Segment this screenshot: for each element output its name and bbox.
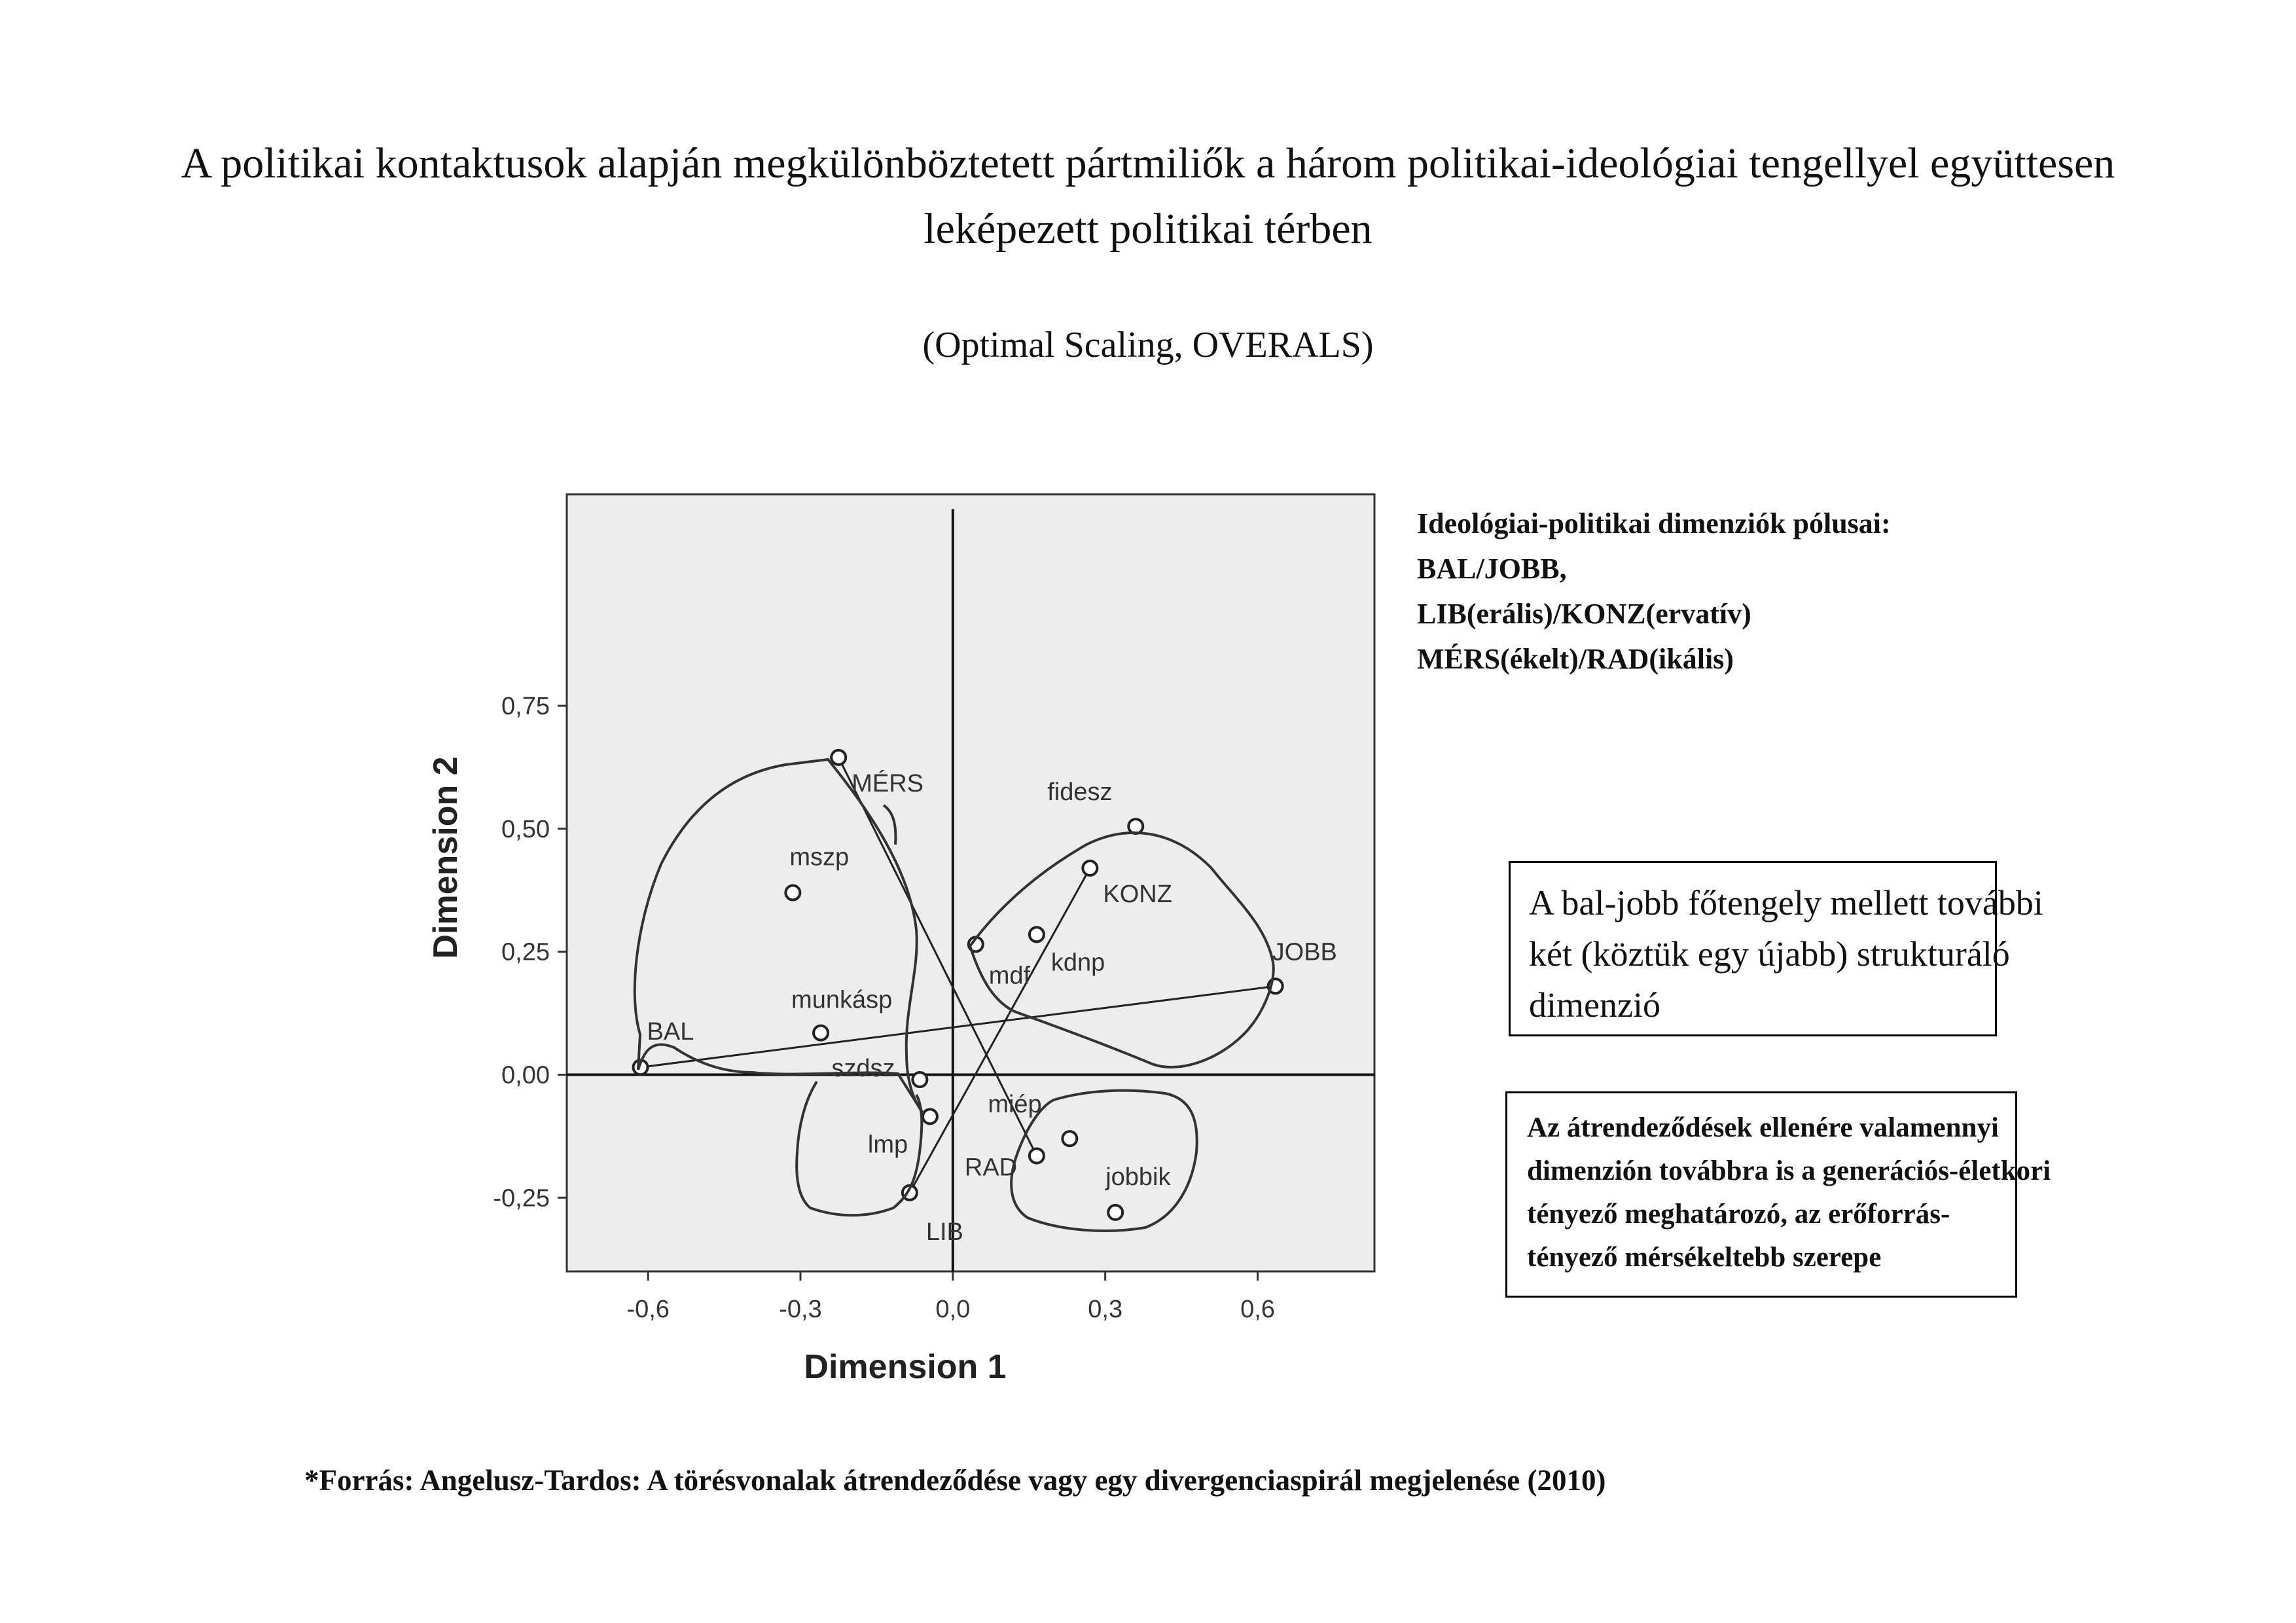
point-label-szdsz: szdsz xyxy=(831,1055,895,1083)
point-label-jobb: JOBB xyxy=(1272,938,1337,966)
x-tick-label: 0,3 xyxy=(1088,1296,1123,1323)
legend-line-1: BAL/JOBB, xyxy=(1417,553,1567,585)
point-fidesz xyxy=(1128,819,1143,833)
point-label-bal: BAL xyxy=(647,1018,694,1046)
note2-line-2: dimenzión továbbra is a generációs-életkori xyxy=(1527,1156,2051,1186)
note-box-generational xyxy=(1505,1091,2051,1298)
y-tick-label: 0,75 xyxy=(501,693,550,721)
note2-line-4: tényező mérsékeltebb szerepe xyxy=(1527,1242,1882,1273)
point-label-mszp: mszp xyxy=(789,843,850,871)
x-tick-label: 0,6 xyxy=(1240,1296,1275,1323)
point-label-konz: KONZ xyxy=(1103,880,1172,908)
point-szdsz xyxy=(912,1072,927,1087)
chart-subtitle: (Optimal Scaling, OVERALS) xyxy=(922,325,1374,365)
point-munkásp xyxy=(814,1026,828,1040)
point-label-kdnp: kdnp xyxy=(1050,949,1105,977)
point-label-rad: RAD xyxy=(964,1154,1018,1182)
x-tick-label: 0,0 xyxy=(935,1296,971,1323)
point-kdnp xyxy=(1030,927,1044,941)
dimension-legend xyxy=(1417,501,1891,682)
x-axis-title: Dimension 1 xyxy=(804,1348,1007,1386)
legend-line-2: LIB(erális)/KONZ(ervatív) xyxy=(1417,598,1751,630)
y-axis-title: Dimension 2 xyxy=(427,756,465,959)
y-tick-label: 0,25 xyxy=(501,938,550,966)
x-tick-label: -0,6 xyxy=(626,1296,670,1323)
x-tick-label: -0,3 xyxy=(779,1296,822,1323)
note-box-main-axis xyxy=(1509,861,2043,1036)
point-label-lib: LIB xyxy=(925,1218,963,1246)
y-tick-label: 0,00 xyxy=(501,1061,550,1089)
note2-line-1: Az átrendeződések ellenére valamennyi xyxy=(1527,1112,1999,1143)
point-mszp xyxy=(785,886,800,900)
point-label-munkásp: munkásp xyxy=(791,986,893,1014)
point-label-mdf: mdf xyxy=(988,962,1031,990)
point-label-fidesz: fidesz xyxy=(1047,778,1113,807)
point-miép xyxy=(1062,1131,1077,1146)
source-citation: *Forrás: Angelusz-Tardos: A törésvonalak átrendeződése vagy egy divergenciaspirál megjelenése (2010) xyxy=(304,1464,1606,1497)
legend-line-3: MÉRS(ékelt)/RAD(ikális) xyxy=(1417,643,1734,675)
point-rad xyxy=(1030,1148,1044,1163)
chart-title-line2: leképezett politikai térben xyxy=(924,205,1372,253)
y-tick-label: 0,50 xyxy=(501,815,550,843)
chart-title-line1: A politikai kontaktusok alapján megkülönböztetett pártmiliők a három politikai-ideológiai tengellyel együttesen xyxy=(181,139,2115,187)
legend-heading: Ideológiai-politikai dimenziók pólusai: xyxy=(1417,507,1891,539)
point-label-mérs: MÉRS xyxy=(852,769,924,797)
point-jobbik xyxy=(1108,1205,1122,1220)
point-lmp xyxy=(923,1109,937,1123)
point-konz xyxy=(1083,861,1097,875)
point-label-miép: miép xyxy=(988,1091,1042,1119)
point-label-jobbik: jobbik xyxy=(1105,1163,1171,1191)
y-tick-label: -0,25 xyxy=(493,1184,550,1213)
point-label-lmp: lmp xyxy=(867,1131,908,1159)
note1-line-1: A bal-jobb főtengely mellett további xyxy=(1529,883,2043,922)
note1-line-3: dimenzió xyxy=(1529,985,1660,1025)
point-mérs xyxy=(831,750,846,765)
note2-line-3: tényező meghatározó, az erőforrás- xyxy=(1527,1199,1950,1230)
note1-line-2: két (köztük egy újabb) strukturáló xyxy=(1529,934,2010,974)
